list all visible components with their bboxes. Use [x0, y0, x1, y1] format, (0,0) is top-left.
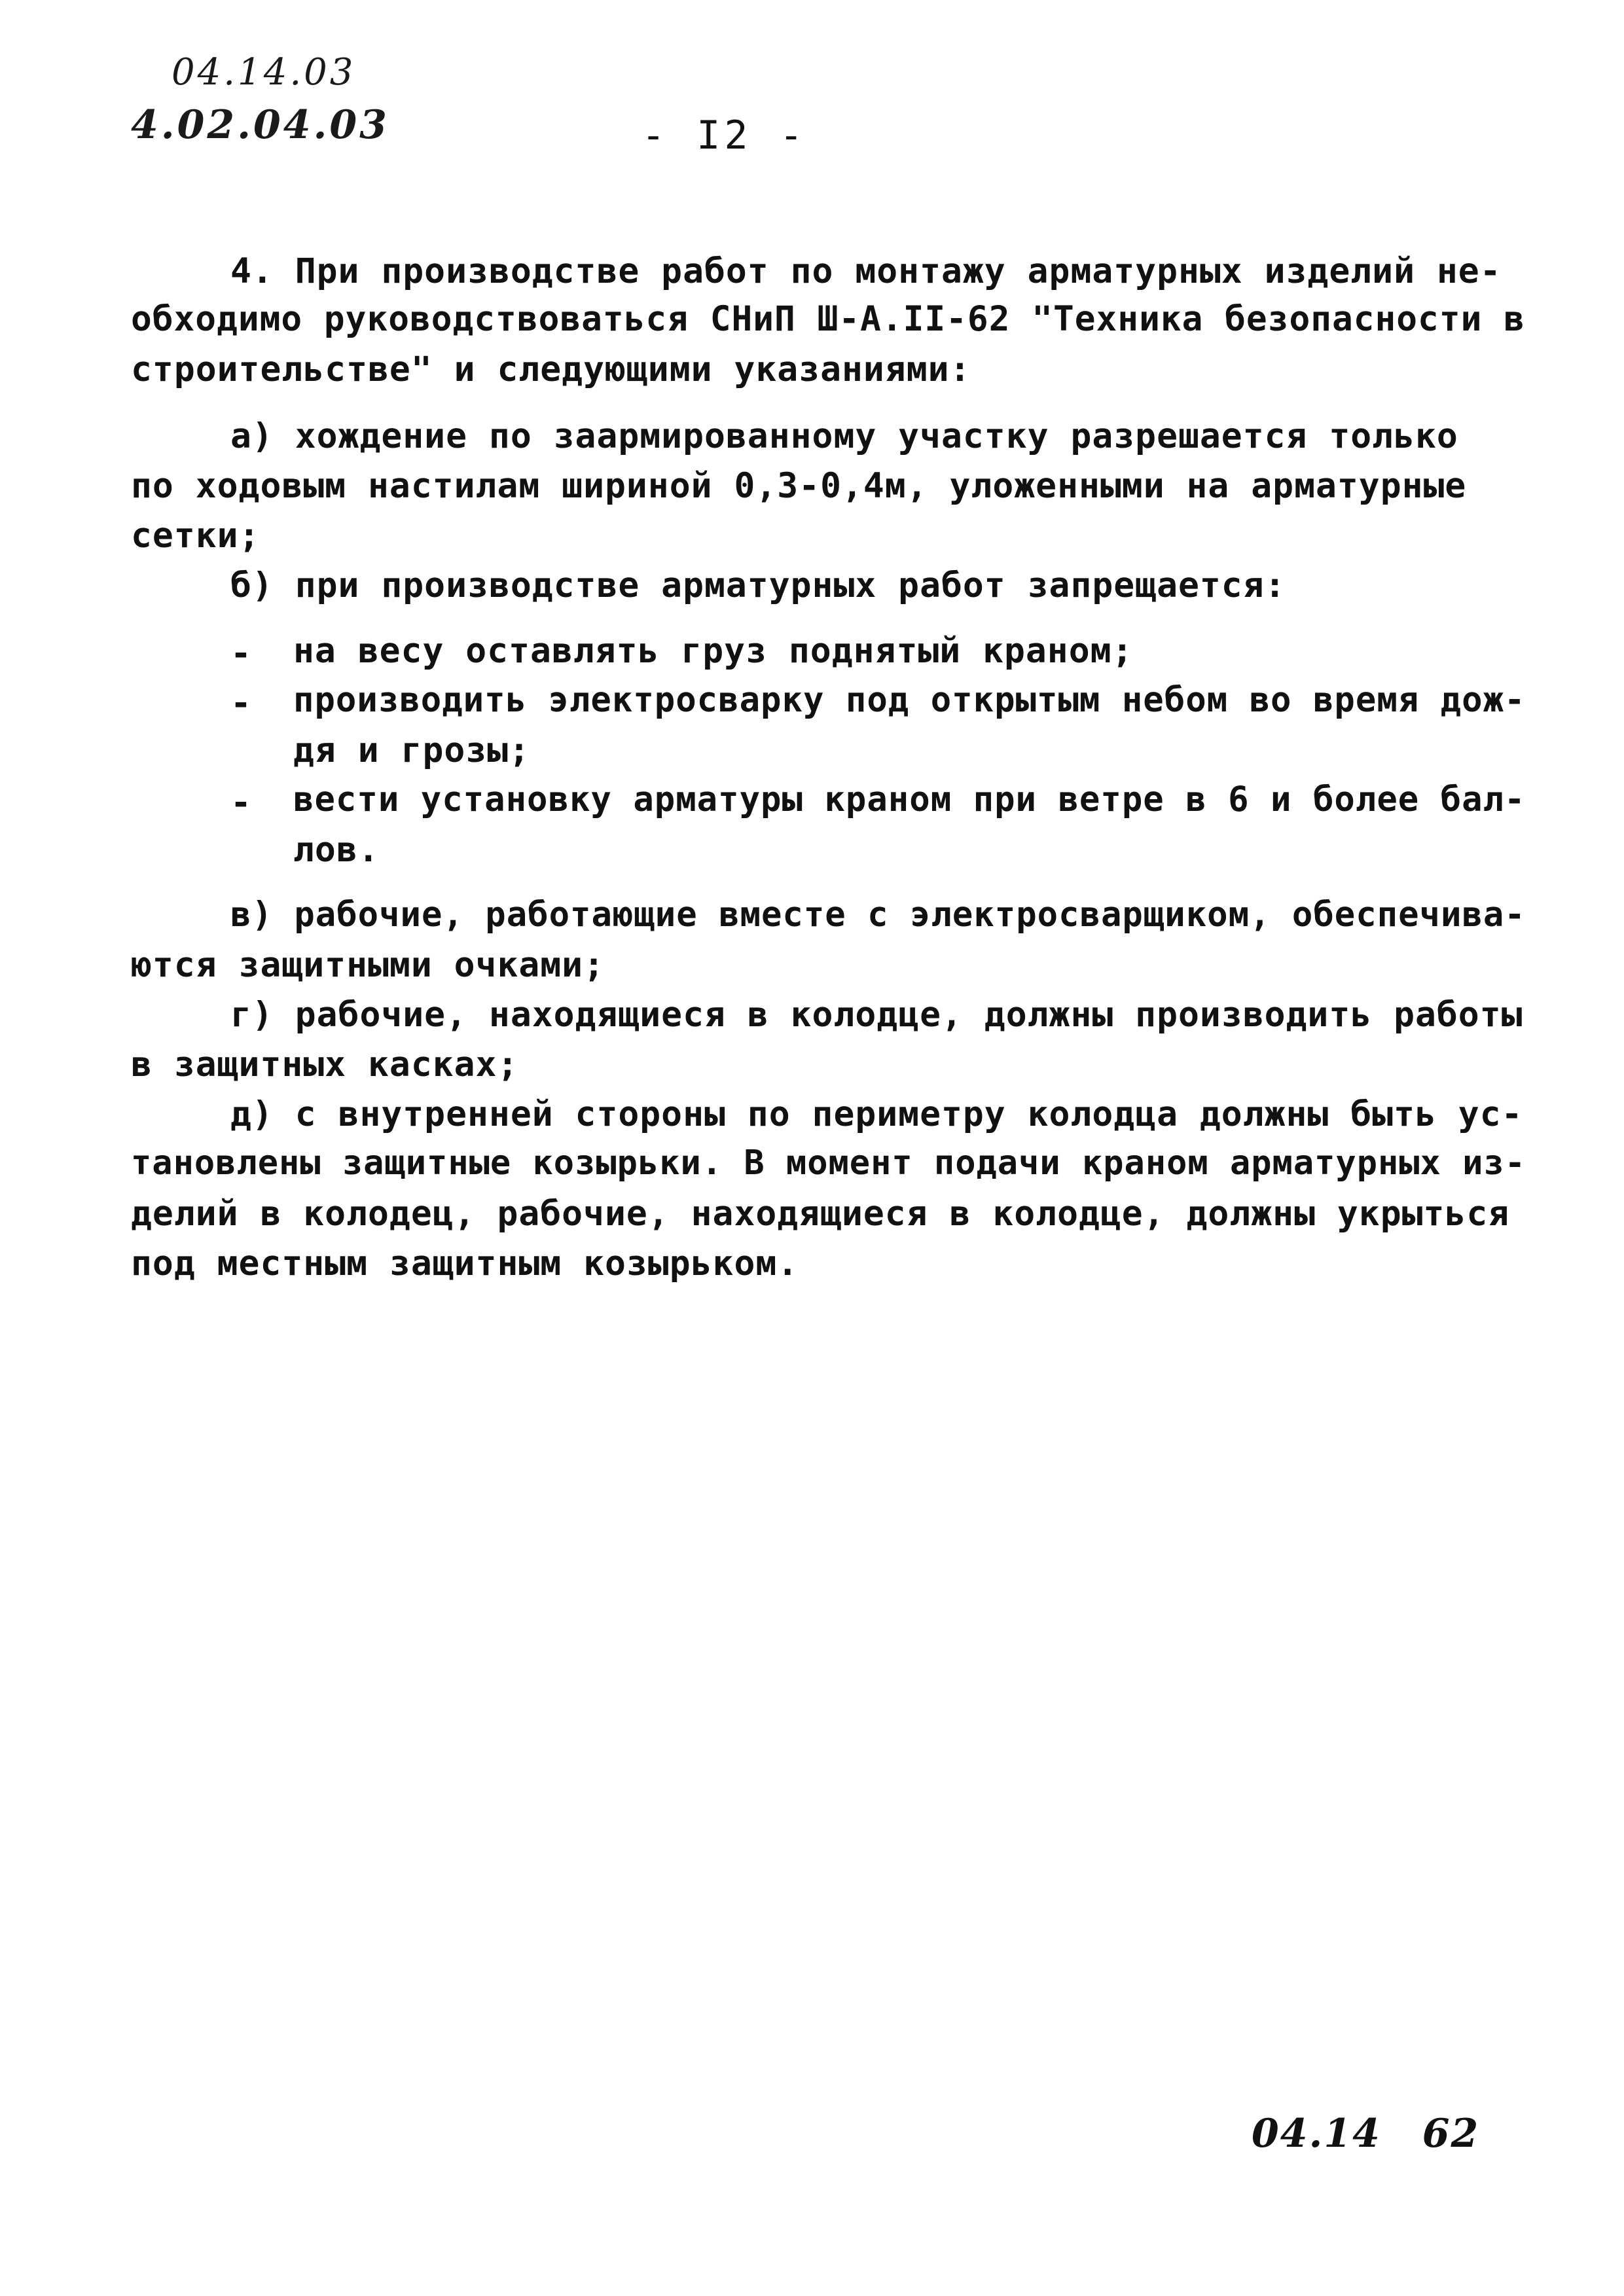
- text-line: по ходовым настилам шириной 0,3-0,4м, уложенными на арматурные: [131, 466, 1467, 506]
- handwritten-footer-note: 04.14 62: [1252, 2111, 1480, 2157]
- text-line: обходимо руководствоваться СНиП Ш-А.II-62 "Техника безопасности в: [131, 299, 1525, 339]
- bullet-dash: -: [230, 683, 251, 723]
- text-line: 4. При производстве работ по монтажу арматурных изделий не-: [230, 251, 1502, 291]
- text-line: б) при производстве арматурных работ запрещается:: [230, 565, 1286, 605]
- text-line: д) с внутренней стороны по периметру колодца должны быть ус-: [230, 1094, 1523, 1134]
- handwritten-code-2: 4.02.04.03: [131, 102, 389, 148]
- handwritten-code-1: 04.14.03: [171, 51, 356, 94]
- text-line: вести установку арматуры краном при ветре в 6 и более бал-: [293, 780, 1526, 819]
- page-number: - I2 -: [641, 113, 807, 158]
- text-line: сетки;: [131, 516, 261, 556]
- text-line: под местным защитным козырьком.: [131, 1244, 799, 1283]
- text-line: делий в колодец, рабочие, находящиеся в колодце, должны укрыться: [131, 1194, 1510, 1234]
- text-line: тановлены защитные козырьки. В момент подачи краном арматурных из-: [131, 1143, 1526, 1183]
- text-line: лов.: [293, 830, 380, 870]
- text-line: г) рабочие, находящиеся в колодце, должны производить работы: [230, 995, 1523, 1035]
- text-line: на весу оставлять груз поднятый краном;: [293, 631, 1134, 671]
- text-line: строительстве" и следующими указаниями:: [131, 350, 971, 389]
- text-line: в) рабочие, работающие вместе с электросварщиком, обеспечива-: [230, 895, 1526, 935]
- text-line: дя и грозы;: [293, 730, 530, 770]
- text-line: производить электросварку под открытым небом во время дож-: [293, 681, 1526, 720]
- bullet-dash: -: [230, 634, 251, 673]
- text-line: ются защитными очками;: [131, 945, 605, 985]
- text-line: в защитных касках;: [131, 1045, 519, 1085]
- bullet-dash: -: [230, 783, 251, 823]
- text-line: а) хождение по заармированному участку разрешается только: [230, 416, 1458, 456]
